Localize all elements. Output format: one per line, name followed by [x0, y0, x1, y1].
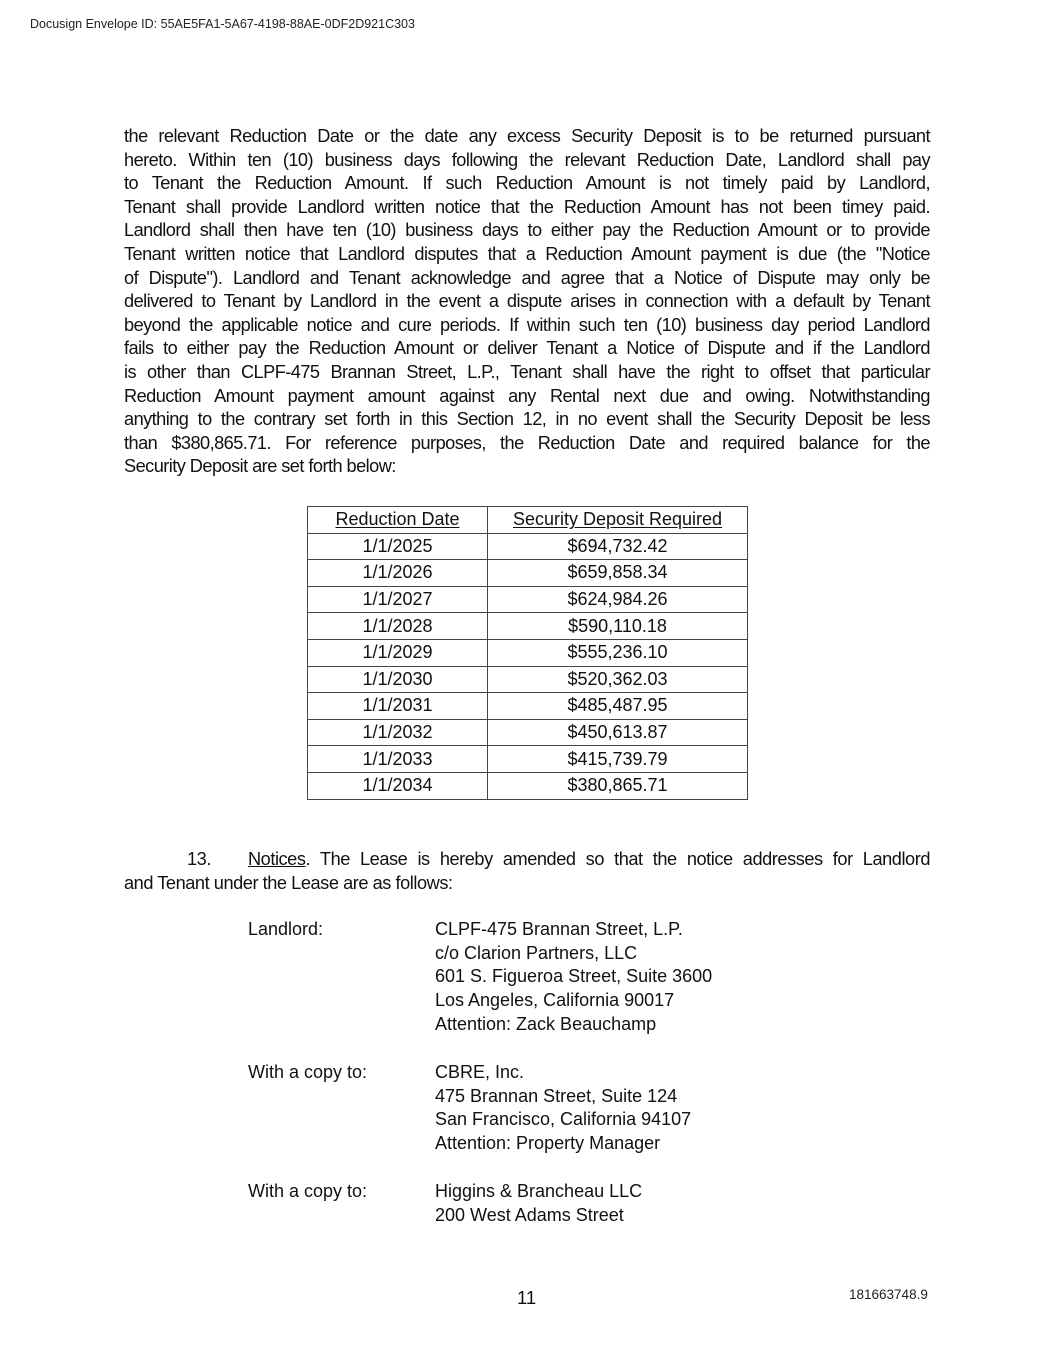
reduction-date-cell: 1/1/2034 [308, 772, 488, 799]
notice-address [435, 1180, 642, 1227]
paragraph-line: Security Deposit are set forth below: [124, 456, 396, 477]
paragraph-line: of Dispute"). Landlord and Tenant acknowledge and agree that a Notice of Dispute may only be [124, 267, 930, 288]
deposit-amount-cell: $624,984.26 [488, 586, 748, 613]
paragraph-line: fails to either pay the Reduction Amount or deliver Tenant a Notice of Dispute and if the Landlord [124, 338, 930, 359]
address-line: Attention: Zack Beauchamp [435, 1013, 657, 1034]
docusign-envelope-id: Docusign Envelope ID: 55AE5FA1-5A67-4198-88AE-0DF2D921C303 [30, 17, 415, 31]
paragraph-line: is other than CLPF-475 Brannan Street, L.P., Tenant shall have the right to offset that particular [124, 361, 930, 382]
reduction-date-cell: 1/1/2032 [308, 719, 488, 746]
address-line: 475 Brannan Street, Suite 124 [435, 1085, 678, 1106]
paragraph-line: beyond the applicable notice and cure periods. If within such ten (10) business day period Landlord [124, 314, 930, 335]
section-13-notices [124, 848, 930, 895]
deposit-amount-cell: $590,110.18 [488, 613, 748, 640]
address-line: Attention: Property Manager [435, 1133, 661, 1154]
reduction-date-cell: 1/1/2027 [308, 586, 488, 613]
deposit-amount-cell: $520,362.03 [488, 666, 748, 693]
section-13-line-2: and Tenant under the Lease are as follows: [124, 872, 453, 893]
deposit-amount-cell: $659,858.34 [488, 560, 748, 587]
header-reduction-date: Reduction Date [308, 507, 488, 534]
address-line: c/o Clarion Partners, LLC [435, 942, 638, 963]
address-line: Higgins & Brancheau LLC [435, 1181, 643, 1201]
table-row [308, 746, 748, 773]
deposit-amount-cell: $555,236.10 [488, 639, 748, 666]
security-deposit-paragraph [124, 125, 930, 479]
paragraph-line: the relevant Reduction Date or the date any excess Security Deposit is to be returned pursuant [124, 126, 930, 146]
address-line: 200 West Adams Street [435, 1204, 624, 1225]
section-number: 13. [187, 849, 211, 869]
reduction-date-cell: 1/1/2026 [308, 560, 488, 587]
paragraph-line: Reduction Amount payment amount against any Rental next due and owing. Notwithstanding [124, 385, 930, 406]
section-text: . The Lease is hereby amended so that the notice addresses for Landlord [305, 849, 930, 869]
address-line: CLPF-475 Brannan Street, L.P. [435, 919, 683, 939]
address-line: CBRE, Inc. [435, 1062, 525, 1082]
notice-address [435, 918, 712, 1036]
address-line: San Francisco, California 94107 [435, 1109, 692, 1130]
table-row [308, 666, 748, 693]
notice-label: With a copy to: [248, 1062, 368, 1082]
notice-address [435, 1061, 691, 1156]
table-row [308, 693, 748, 720]
deposit-amount-cell: $485,487.95 [488, 693, 748, 720]
notice-label: Landlord: [248, 919, 324, 939]
security-deposit-table [307, 506, 748, 800]
reduction-date-cell: 1/1/2033 [308, 746, 488, 773]
document-number: 181663748.9 [849, 1287, 928, 1302]
paragraph-line: to Tenant the Reduction Amount. If such Reduction Amount is not timely paid by Landlord, [124, 173, 930, 194]
page-number: 11 [517, 1287, 537, 1308]
notice-label: With a copy to: [248, 1181, 368, 1201]
table-body [308, 533, 748, 799]
paragraph-line: hereto. Within ten (10) business days following the relevant Reduction Date, Landlord shall pay [124, 149, 930, 170]
paragraph-line: than $380,865.71. For reference purposes, the Reduction Date and required balance for the [124, 432, 930, 453]
table-row [308, 613, 748, 640]
section-13-line-1 [124, 848, 930, 872]
header-security-deposit-required: Security Deposit Required [488, 507, 748, 534]
address-line: 601 S. Figueroa Street, Suite 3600 [435, 966, 713, 987]
table-row [308, 560, 748, 587]
table-row [308, 772, 748, 799]
deposit-amount-cell: $380,865.71 [488, 772, 748, 799]
deposit-amount-cell: $450,613.87 [488, 719, 748, 746]
table-row [308, 586, 748, 613]
paragraph-line: Landlord shall then have ten (10) business days to either pay the Reduction Amount or to provide [124, 220, 930, 241]
section-heading: Notices [248, 849, 306, 869]
paragraph-line: Tenant shall provide Landlord written notice that the Reduction Amount has not been timey paid. [124, 196, 930, 217]
table-row [308, 639, 748, 666]
address-line: Los Angeles, California 90017 [435, 990, 675, 1011]
paragraph-line: delivered to Tenant by Landlord in the event a dispute arises in connection with a default by Tenant [124, 291, 930, 312]
paragraph-line: anything to the contrary set forth in this Section 12, in no event shall the Security Deposit be less [124, 409, 930, 430]
reduction-date-cell: 1/1/2029 [308, 639, 488, 666]
reduction-date-cell: 1/1/2025 [308, 533, 488, 560]
table-header-row [308, 507, 748, 534]
reduction-date-cell: 1/1/2030 [308, 666, 488, 693]
deposit-amount-cell: $694,732.42 [488, 533, 748, 560]
table-row [308, 533, 748, 560]
paragraph-line: Tenant written notice that Landlord disputes that a Reduction Amount payment is due (the "Notice [124, 243, 930, 264]
table-row [308, 719, 748, 746]
reduction-date-cell: 1/1/2028 [308, 613, 488, 640]
reduction-date-cell: 1/1/2031 [308, 693, 488, 720]
deposit-amount-cell: $415,739.79 [488, 746, 748, 773]
